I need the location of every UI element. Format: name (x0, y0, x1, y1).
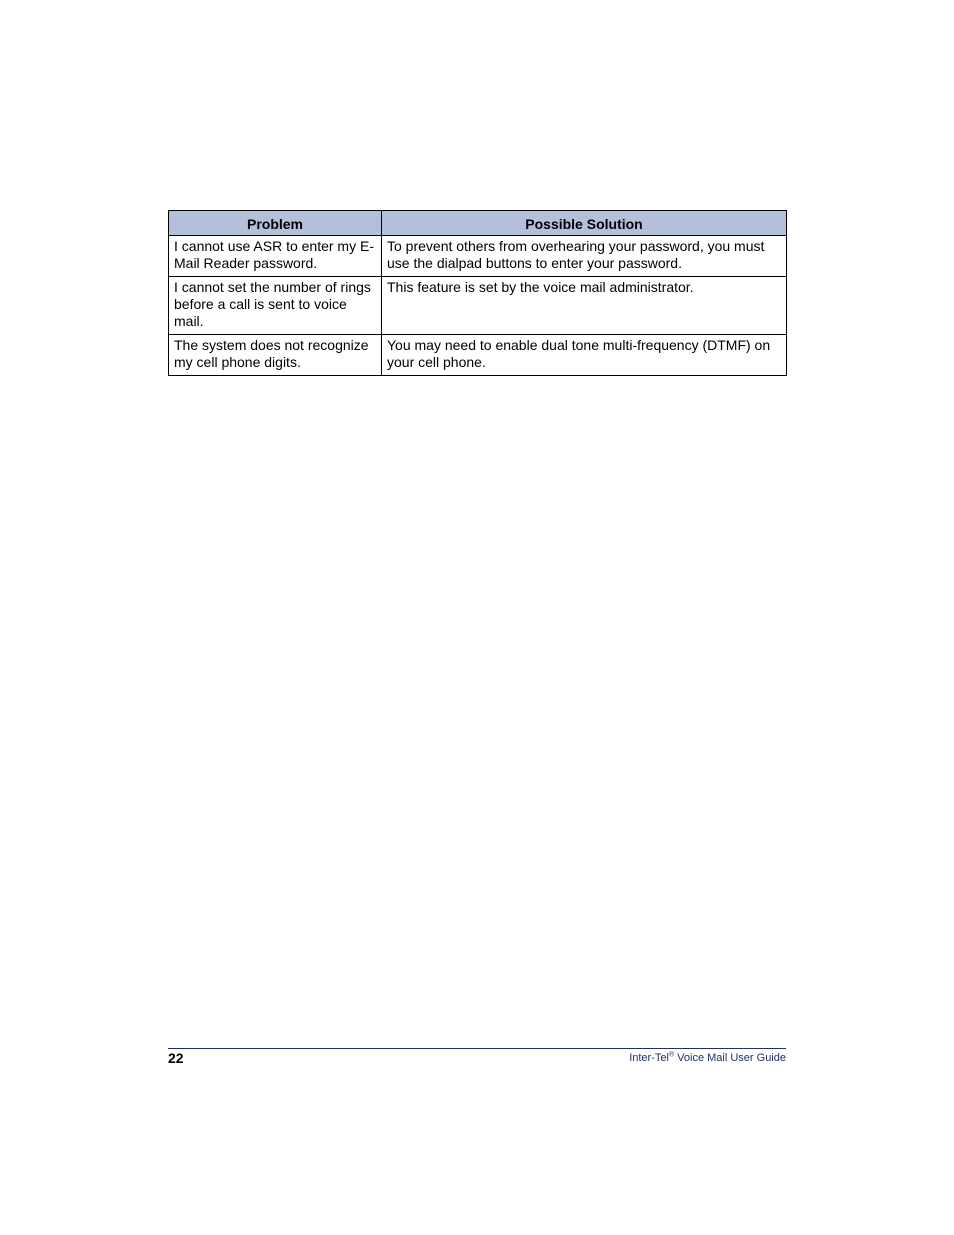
table-row (169, 335, 787, 376)
header-problem: Problem (169, 211, 382, 236)
footer-title-text: Voice Mail User Guide (674, 1052, 786, 1064)
page-number: 22 (168, 1050, 184, 1066)
solution-cell: This feature is set by the voice mail administrator. (382, 277, 787, 335)
footer-divider (168, 1048, 786, 1049)
table-row (169, 236, 787, 277)
footer-guide-title (629, 1051, 786, 1065)
solution-cell: You may need to enable dual tone multi-frequency (DTMF) on your cell phone. (382, 335, 787, 376)
troubleshooting-table (168, 210, 787, 376)
header-possible-solution: Possible Solution (382, 211, 787, 236)
solution-cell: To prevent others from overhearing your password, you must use the dialpad buttons to enter your password. (382, 236, 787, 277)
problem-cell: I cannot set the number of rings before a call is sent to voice mail. (169, 277, 382, 335)
problem-cell: I cannot use ASR to enter my E-Mail Reader password. (169, 236, 382, 277)
footer-brand: Inter-Tel (629, 1052, 669, 1064)
table-row (169, 277, 787, 335)
problem-cell: The system does not recognize my cell phone digits. (169, 335, 382, 376)
registered-mark: ® (668, 1051, 675, 1059)
table-header-row (169, 211, 787, 236)
